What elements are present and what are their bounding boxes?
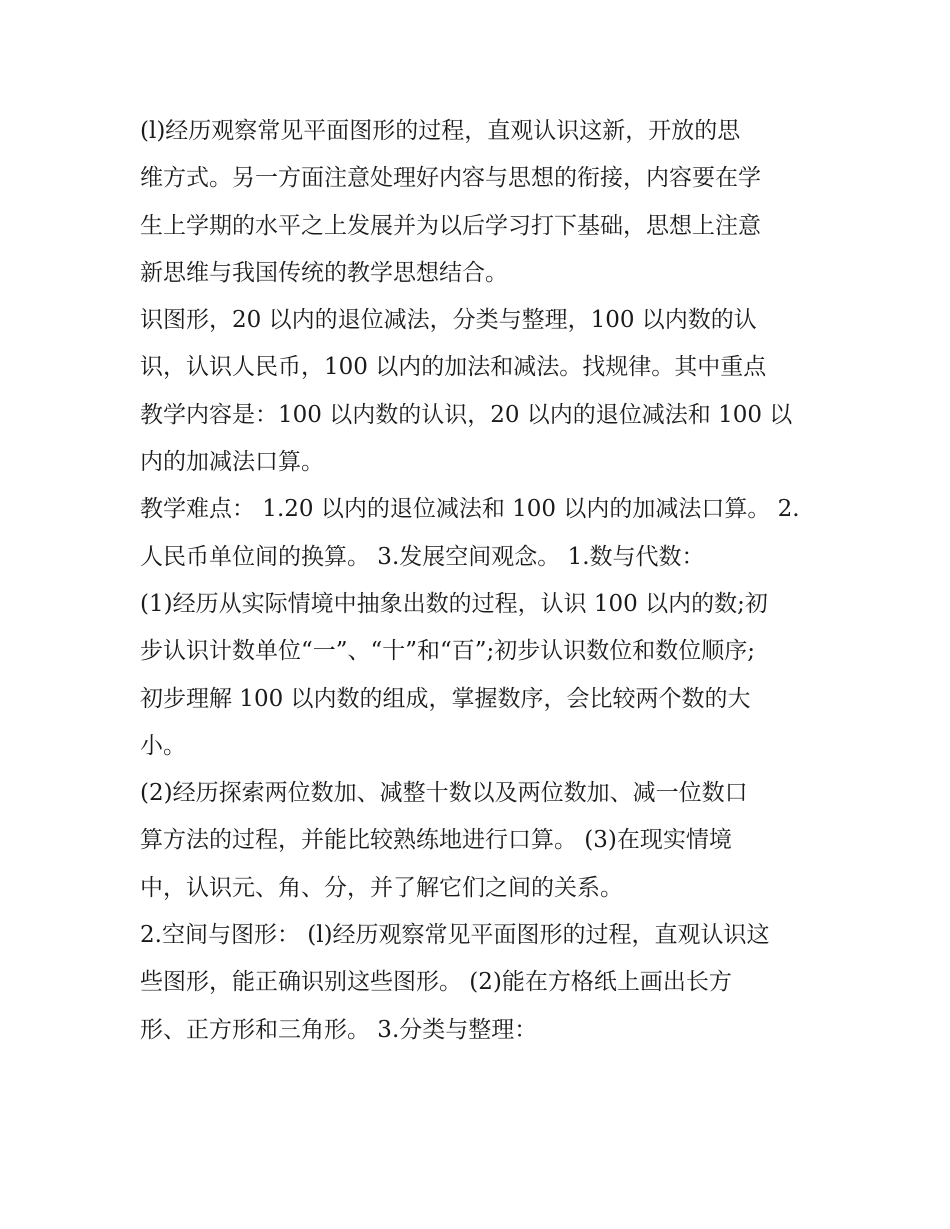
document-body [140,108,815,1054]
text-line: 识图形，20 以内的退位减法，分类与整理，100 以内数的认 [140,307,757,334]
text-line: 内的加减法口算。 [140,449,324,476]
text-line: (2)经历探索两位数加、减整十数以及两位数加、减一位数口 [140,780,748,807]
text-line: 步认识计数单位“一”、“十”和“百”;初步认识数位和数位顺序; [140,638,756,665]
text-line: 教学内容是：100 以内数的认识，20 以内的退位减法和 100 以 [140,401,793,428]
text-line: 中，认识元、角、分，并了解它们之间的关系。 [140,874,623,901]
text-line: 识，认识人民币，100 以内的加法和减法。找规律。其中重点 [140,354,767,381]
text-line: (l)经历观察常见平面图形的过程，直观认识这新，开放的思 [140,118,741,144]
text-line: 算方法的过程，并能比较熟练地进行口算。 (3)在现实情境 [140,827,732,854]
text-line: 些图形，能正确识别这些图形。 (2)能在方格纸上画出长方 [140,969,732,996]
text-line: 维方式。另一方面注意处理好内容与思想的衔接，内容要在学 [140,165,761,192]
text-line: 生上学期的水平之上发展并为以后学习打下基础，思想上注意 [140,212,761,239]
text-line: 2.空间与图形： (l)经历观察常见平面图形的过程，直观认识这 [140,922,770,949]
text-line: 初步理解 100 以内数的组成，掌握数序，会比较两个数的大 [140,685,751,712]
text-line: 教学难点： 1.20 以内的退位减法和 100 以内的加减法口算。 2. [140,496,800,523]
text-line: 人民币单位间的换算。 3.发展空间观念。 1.数与代数： [140,543,705,570]
text-line: 新思维与我国传统的教学思想结合。 [140,259,508,286]
text-line: (1)经历从实际情境中抽象出数的过程，认识 100 以内的数;初 [140,590,768,617]
text-line: 小。 [140,732,186,759]
text-line: 形、正方形和三角形。 3.分类与整理： [140,1016,538,1043]
